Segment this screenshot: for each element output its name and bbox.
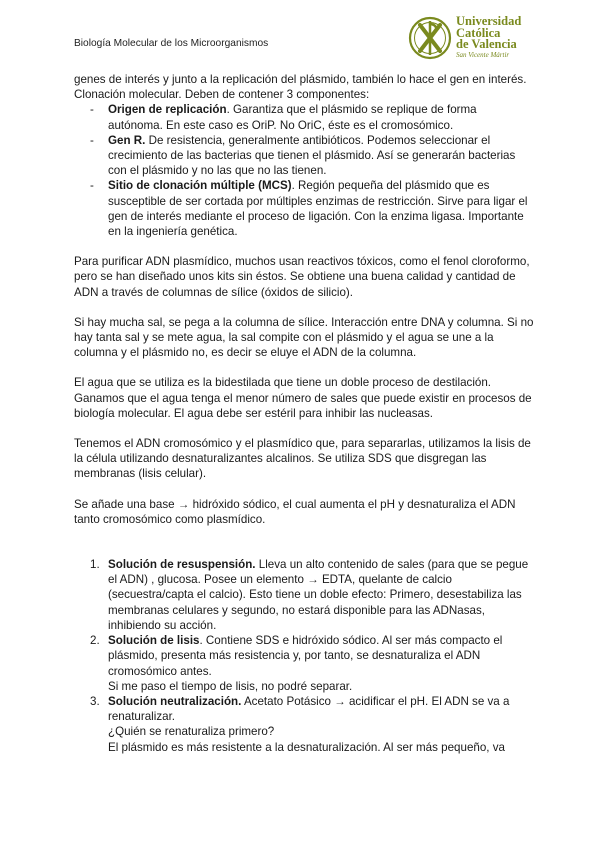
logo-line-2: Católica bbox=[456, 25, 501, 40]
step-term: Solución de lisis bbox=[108, 634, 200, 648]
solutions-list bbox=[74, 557, 534, 755]
logo-line-4: San Vicente Mártir bbox=[456, 50, 510, 59]
step-note: Si me paso el tiempo de lisis, no podré separar. bbox=[108, 679, 353, 693]
document-body bbox=[74, 72, 534, 755]
solution-item bbox=[74, 694, 534, 755]
step-text: . Contiene SDS e hidróxido sódico. Al ser más compacto el plásmido, presenta más resistencia y, por tanto, se desnaturaliza el ADN cromosómico antes. bbox=[108, 634, 503, 678]
component-text: De resistencia, generalmente antibióticos. Podemos seleccionar el crecimiento de las bacterias que tienen el plásmido. Así se generarán bacterias con el plásmido y no las que no las tienen. bbox=[108, 133, 516, 178]
step-text: Lleva un alto contenido de sales (para que se pegue el ADN) , glucosa. Posee un elemento → EDTA, quelante de calcio (secuestra/capta el calcio). Esto tiene un doble efecto: Primero, desestabiliza las membranas celulares y segundo, no estará disponible para las ADNasas, inhibiendo su acción. bbox=[108, 558, 529, 632]
step-number: 1. bbox=[90, 558, 100, 572]
step-note: El plásmido es más resistente a la desnaturalización. Al ser más pequeño, va bbox=[108, 740, 505, 754]
step-text: Acetato Potásico → acidificar el pH. El ADN se va a renaturalizar. bbox=[108, 694, 510, 724]
logo-line-3: de Valencia bbox=[456, 37, 517, 51]
paragraph-lysis: Tenemos el ADN cromosómico y el plasmídico que, para separarlas, utilizamos la lisis de la célula utilizando desnaturalizantes alcalinos. Se utiliza SDS que disgregan las membranas (lisis celular). bbox=[74, 437, 531, 481]
step-number: 3. bbox=[90, 694, 100, 708]
component-item bbox=[74, 102, 534, 132]
header-title: Biología Molecular de los Microorganismos bbox=[74, 38, 269, 49]
component-term: Sitio de clonación múltiple (MCS) bbox=[108, 179, 292, 193]
step-term: Solución neutralización. bbox=[108, 694, 242, 708]
component-term: Gen R. bbox=[108, 133, 146, 147]
intro-paragraph: genes de interés y junto a la replicación del plásmido, también lo hace el gen en interés. Clonación molecular. Deben de contener 3 componentes: bbox=[74, 73, 527, 102]
component-item bbox=[74, 133, 534, 179]
component-term: Origen de replicación bbox=[108, 103, 227, 117]
university-seal-icon bbox=[408, 16, 452, 60]
component-text: . Región pequeña del plásmido que es susceptible de ser cortada por múltiples enzimas de restricción. Sirve para ligar el gen de interés mediante el proceso de ligación. Con la enzima ligasa. Importante en la ingeniería genética. bbox=[108, 179, 528, 239]
logo-line-1: Universidad bbox=[456, 14, 522, 28]
paragraph-salt: Si hay mucha sal, se pega a la columna de sílice. Interacción entre DNA y columna. Si no hay tanta sal y se mete agua, la sal compite con el plásmido y el agua se une a la columna y el plásmido no, es decir se eluye el ADN de la columna. bbox=[74, 315, 534, 360]
component-text: . Garantiza que el plásmido se replique de forma autónoma. En este caso es OriP. No OriC, éste es el cromosómico. bbox=[108, 103, 477, 132]
solution-item bbox=[74, 633, 534, 694]
component-item bbox=[74, 178, 534, 239]
paragraph-water: El agua que se utiliza es la bidestilada que tiene un doble proceso de destilación. Ganamos que el agua tenga el menor número de sales que puede existir en procesos de biología molecular. El agua debe ser estéril para inhibir las nucleasas. bbox=[74, 376, 532, 420]
solution-item bbox=[74, 557, 534, 633]
paragraph-purification: Para purificar ADN plasmídico, muchos usan reactivos tóxicos, como el fenol cloroformo, pero se han diseñado unos kits sin éstos. Se obtiene una buena calidad y cantidad de ADN a través de columnas de sílice (óxidos de silicio). bbox=[74, 255, 530, 299]
step-note: ¿Quién se renaturaliza primero? bbox=[108, 725, 275, 739]
step-number: 2. bbox=[90, 634, 100, 648]
step-term: Solución de resuspensión. bbox=[108, 558, 256, 572]
university-name bbox=[456, 16, 521, 60]
paragraph-base: Se añade una base → hidróxido sódico, el cual aumenta el pH y desnaturaliza el ADN tanto cromosómico como plasmídico. bbox=[74, 497, 516, 526]
university-logo bbox=[408, 16, 532, 60]
components-list bbox=[74, 102, 534, 239]
